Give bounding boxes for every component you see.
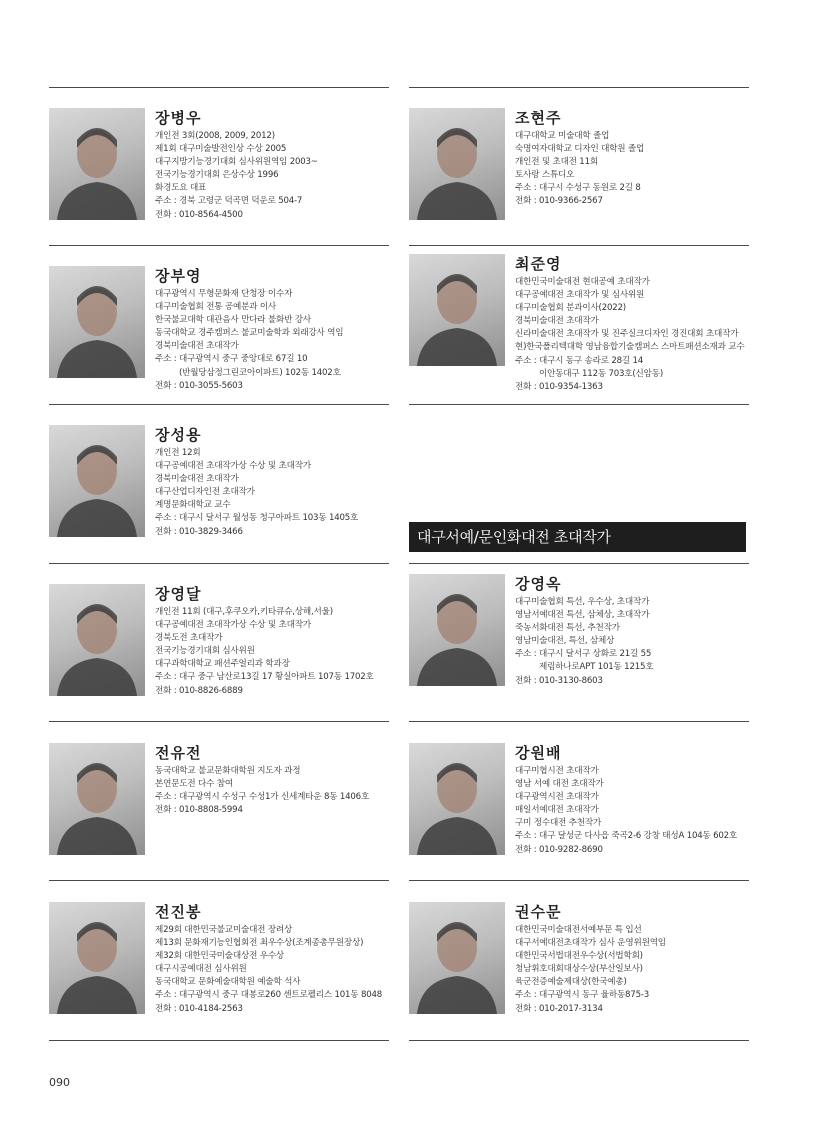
artist-detail-line: 대구대학교 미술대학 졸업 xyxy=(515,131,610,141)
artist-entry xyxy=(409,574,759,694)
artist-detail-line: 대구공예대전 초대작가상 수상 및 초대작가 xyxy=(155,461,311,472)
artist-name: 강원배 xyxy=(515,744,562,762)
artist-detail-line: 계명문화대학교 교수 xyxy=(155,500,231,511)
rule-right-3 xyxy=(409,404,749,405)
artist-detail-line: 전화 : 010-8564-4500 xyxy=(155,209,243,220)
artist-detail-line: 동국대학교 문화예술대학원 예술학 석사 xyxy=(155,977,301,988)
artist-detail-line: 주소 : 대구 달성군 다사읍 죽곡2-6 강창 태성A 104동 602호 xyxy=(515,831,738,842)
artist-name: 최준영 xyxy=(515,255,562,273)
artist-detail-line: 제림하나로APT 101동 1215호 xyxy=(539,662,654,673)
artist-name: 장부영 xyxy=(155,267,202,285)
rule-left-5 xyxy=(49,721,389,722)
artist-detail-line: 제13회 문화재기능인협회전 최우수상(조계종총무원장상) xyxy=(155,938,364,949)
artist-detail-line: 대구서예대전초대작가 심사 운영위원역임 xyxy=(515,938,666,949)
rule-left-6 xyxy=(49,880,389,881)
artist-entry xyxy=(49,425,399,545)
artist-detail-line: 토사랑 스튜디오 xyxy=(515,170,575,181)
rule-right-4 xyxy=(409,563,749,564)
artist-detail-line: 전화 : 010-9282-8690 xyxy=(515,844,603,855)
rule-left-4 xyxy=(49,563,389,564)
artist-detail-line: 주소 : 대구 중구 남산로13길 17 황실아파트 107동 1702호 xyxy=(155,672,374,683)
artist-info xyxy=(515,743,759,857)
artist-detail-line: 구미 정수대전 추천작가 xyxy=(515,818,602,829)
artist-name: 권수문 xyxy=(515,903,562,921)
artist-entry xyxy=(409,902,759,1022)
artist-entry xyxy=(409,254,759,392)
artist-photo xyxy=(49,902,145,1014)
artist-entry xyxy=(409,743,759,863)
artist-detail-line: 주소 : 대구광역시 동구 율하동875-3 xyxy=(515,990,650,1001)
artist-detail-line: 본연문도전 다수 참여 xyxy=(155,779,233,790)
artist-detail-line: 주소 : 대구광역시 중구 중앙대로 67길 10 xyxy=(155,354,308,365)
artist-name: 장성용 xyxy=(155,426,202,444)
artist-detail-line: 대구과학대학교 패션주얼리과 학과장 xyxy=(155,659,290,670)
artist-detail-line: 영남서예대전 특선, 삼체상, 초대작가 xyxy=(515,610,650,621)
artist-detail-line: 경북미술대전 초대작가 xyxy=(155,341,239,352)
artist-detail-line: 화경도요 대표 xyxy=(155,183,207,194)
rule-right-2 xyxy=(409,245,749,246)
artist-detail-line: 전화 : 010-9366-2567 xyxy=(515,196,603,207)
artist-info xyxy=(155,902,399,1016)
artist-detail-line: 이안동대구 112동 703호(신암동) xyxy=(539,368,663,379)
artist-detail-line: 대구광역시전 초대작가 xyxy=(515,792,599,803)
rule-right-5 xyxy=(409,721,749,722)
artist-photo xyxy=(409,902,505,1014)
artist-detail-line: 죽농서화대전 특선, 추천작가 xyxy=(515,623,620,634)
artist-detail-line: 개인전 3회(2008, 2009, 2012) xyxy=(155,131,275,141)
artist-detail-line: (반월당삼정그린코아이파트) 102동 1402호 xyxy=(179,367,341,378)
artist-detail-line: 개인전 11회 (대구,후쿠오카,키타큐슈,상해,서울) xyxy=(155,607,333,617)
page-number: 090 xyxy=(49,1076,70,1089)
artist-detail-line: 전화 : 010-3829-3466 xyxy=(155,526,243,537)
artist-info xyxy=(515,108,759,209)
artist-detail-line: 주소 : 경북 고령군 덕곡면 덕운로 504-7 xyxy=(155,196,303,207)
artist-entry xyxy=(49,266,399,391)
artist-detail-line: 전화 : 010-8826-6889 xyxy=(155,685,243,696)
artist-info xyxy=(155,266,399,393)
artist-detail-line: 전국기능경기대회 심사위원 xyxy=(155,646,255,657)
artist-detail-line: 육군전증예술제대상(한국예총) xyxy=(515,977,627,988)
rule-right-7 xyxy=(409,1040,749,1041)
artist-detail-line: 주소 : 대구광역시 중구 대봉로260 센트로펠리스 101동 8048 xyxy=(155,990,383,1001)
artist-detail-line: 동국대학교 경주캠퍼스 불교미술학과 외래강사 역임 xyxy=(155,328,344,339)
artist-detail-line: 전화 : 010-2017-3134 xyxy=(515,1003,603,1014)
artist-detail-line: 대한민국미술대전 현대공예 초대작가 xyxy=(515,277,650,287)
artist-detail-line: 대한민국미술대전서예부문 특 입선 xyxy=(515,925,642,935)
artist-detail-line: 한국불교대학 대관음사 만다라 불화반 강사 xyxy=(155,315,311,326)
artist-detail-line: 주소 : 대구시 동구 송라로 28길 14 xyxy=(515,355,644,366)
rule-left-7 xyxy=(49,1040,389,1041)
artist-entry xyxy=(49,902,399,1022)
artist-info xyxy=(155,743,399,817)
artist-detail-line: 전화 : 010-3055-5603 xyxy=(155,380,243,391)
artist-name: 강영옥 xyxy=(515,575,562,593)
artist-detail-line: 대구미술협회 특선, 우수상, 초대작가 xyxy=(515,597,650,607)
artist-detail-line: 신라미술대전 초대작가 및 진주실크디자인 경진대회 초대작가 xyxy=(515,329,739,340)
artist-entry xyxy=(409,108,759,228)
artist-detail-line: 주소 : 대구시 달서구 상화로 21길 55 xyxy=(515,649,652,660)
artist-entry xyxy=(49,743,399,863)
artist-detail-line: 대구시공예대전 심사위원 xyxy=(155,964,247,975)
artist-photo xyxy=(409,254,505,366)
artist-detail-line: 숙명여자대학교 디자인 대학원 졸업 xyxy=(515,144,645,155)
artist-detail-line: 개인전 및 초대전 11회 xyxy=(515,157,598,168)
artist-detail-line: 전화 : 010-3130-8603 xyxy=(515,675,603,686)
artist-detail-line: 매일서예대전 초대작가 xyxy=(515,805,599,816)
artist-photo xyxy=(49,743,145,855)
artist-info xyxy=(155,584,399,698)
artist-name: 장영달 xyxy=(155,585,202,603)
artist-info xyxy=(515,574,759,688)
section-header: 대구서예/문인화대전 초대작가 xyxy=(409,522,746,552)
artist-detail-line: 제32회 대한민국미술대상전 우수상 xyxy=(155,951,285,962)
artist-detail-line: 현)한국폴리텍대학 영남융합기술캠퍼스 스마트패션소재과 교수 xyxy=(515,342,745,353)
artist-photo xyxy=(49,584,145,696)
artist-detail-line: 경북미술대전 초대작가 xyxy=(515,316,599,327)
rule-left-1 xyxy=(49,87,389,88)
artist-detail-line: 경북도전 초대작가 xyxy=(155,633,223,644)
rule-left-3 xyxy=(49,404,389,405)
artist-detail-line: 대구공예대전 초대작가상 수상 및 초대작가 xyxy=(155,620,311,631)
artist-detail-line: 대구미술협회 분과이사(2022) xyxy=(515,303,626,314)
artist-detail-line: 대구산업디자인전 초대작가 xyxy=(155,487,255,498)
artist-detail-line: 제1회 대구미술발전인상 수상 2005 xyxy=(155,144,287,155)
artist-info xyxy=(155,425,399,539)
artist-info xyxy=(515,902,759,1016)
artist-detail-line: 개인전 12회 xyxy=(155,448,201,458)
artist-detail-line: 전화 : 010-8808-5994 xyxy=(155,805,243,816)
artist-detail-line: 동국대학교 불교문화대학원 지도자 과정 xyxy=(155,766,301,776)
artist-detail-line: 대구공예대전 초대작가 및 심사위원 xyxy=(515,290,645,301)
artist-photo xyxy=(49,266,145,378)
artist-name: 조현주 xyxy=(515,109,562,127)
artist-detail-line: 청남휘호대회대상수상(부산일보사) xyxy=(515,964,643,975)
artist-detail-line: 주소 : 대구시 수성구 동원로 2길 8 xyxy=(515,183,641,194)
artist-photo xyxy=(409,108,505,220)
artist-detail-line: 대구미협시전 초대작가 xyxy=(515,766,599,776)
artist-detail-line: 영남미술대전, 특선, 삼체상 xyxy=(515,636,615,647)
rule-right-6 xyxy=(409,880,749,881)
artist-photo xyxy=(49,425,145,537)
artist-detail-line: 대구지방기능경기대회 심사위원역임 2003~ xyxy=(155,157,318,168)
artist-info xyxy=(155,108,399,222)
rule-right-1 xyxy=(409,87,749,88)
artist-entry xyxy=(49,584,399,704)
rule-left-2 xyxy=(49,245,389,246)
artist-entry xyxy=(49,108,399,228)
artist-name: 전유전 xyxy=(155,744,202,762)
artist-detail-line: 대구광역시 무형문화재 단청장 이수자 xyxy=(155,289,293,299)
artist-detail-line: 영남 서예 대전 초대작가 xyxy=(515,779,604,790)
artist-photo xyxy=(409,743,505,855)
artist-photo xyxy=(409,574,505,686)
artist-detail-line: 제29회 대한민국불교미술대전 장려상 xyxy=(155,925,293,935)
artist-name: 전진봉 xyxy=(155,903,202,921)
artist-info xyxy=(515,254,759,394)
artist-detail-line: 주소 : 대구광역시 수성구 수성1가 신세계타운 8동 1406호 xyxy=(155,792,370,803)
artist-detail-line: 전국기능경기대회 은상수상 1996 xyxy=(155,170,279,181)
artist-detail-line: 대한민국서법대전우수상(서법학회) xyxy=(515,951,643,962)
artist-detail-line: 경북미술대전 초대작가 xyxy=(155,474,239,485)
artist-detail-line: 대구미술협회 전통 공예분과 이사 xyxy=(155,302,277,313)
artist-detail-line: 전화 : 010-4184-2563 xyxy=(155,1003,243,1014)
artist-detail-line: 전화 : 010-9354-1363 xyxy=(515,381,603,392)
artist-name: 장병우 xyxy=(155,109,202,127)
artist-photo xyxy=(49,108,145,220)
artist-detail-line: 주소 : 대구시 달서구 월성동 청구아파트 103동 1405호 xyxy=(155,513,359,524)
